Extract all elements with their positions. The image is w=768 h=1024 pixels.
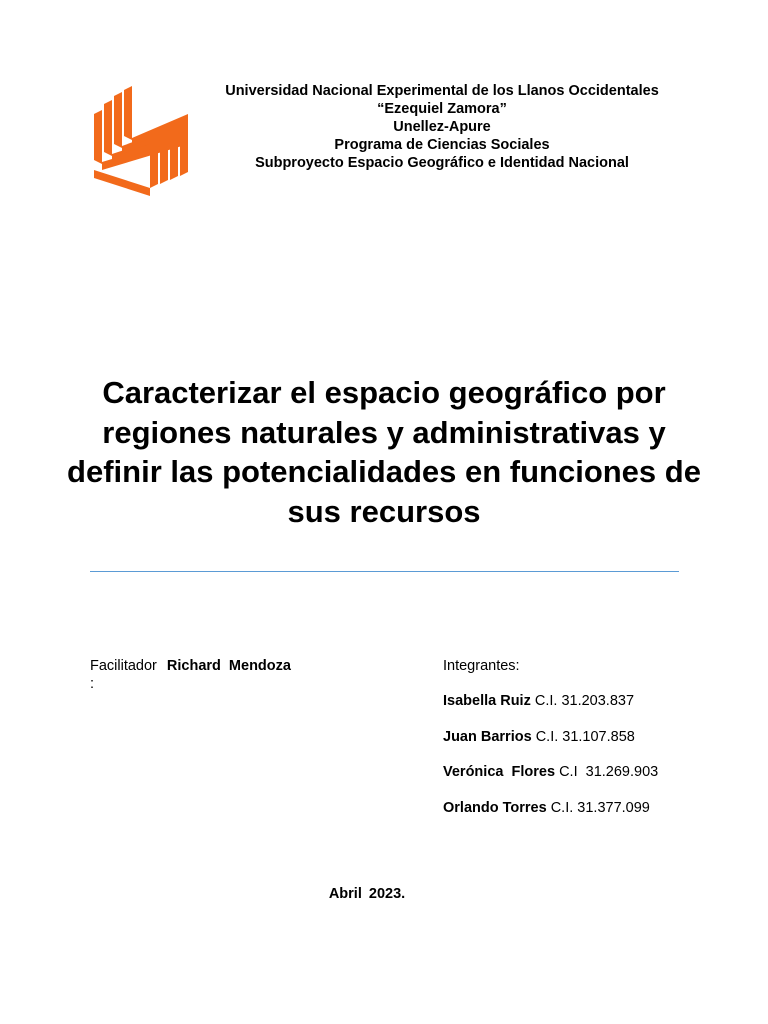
- member-item: [443, 799, 658, 817]
- university-name: Universidad Nacional Experimental de los Llanos Occidentales: [225, 83, 659, 99]
- member-name: Juan Barrios: [443, 728, 532, 745]
- facilitator-block: [90, 657, 291, 693]
- member-id: C.I 31.269.903: [559, 764, 659, 780]
- facilitator-label: Facilitador: [90, 658, 157, 674]
- document-title: Caracterizar el espacio geográfico por regiones naturales y administrativas y definir las potencialidades en funciones de sus recursos: [67, 375, 701, 529]
- program-name: Programa de Ciencias Sociales: [334, 137, 550, 153]
- campus-name: Unellez-Apure: [393, 119, 491, 135]
- member-id: C.I. 31.107.858: [535, 728, 635, 745]
- document-date: Abril 2023.: [328, 886, 406, 902]
- member-item: [443, 692, 658, 710]
- member-item: [443, 763, 658, 781]
- member-name: Isabella Ruiz: [443, 693, 531, 709]
- university-logo: [88, 84, 196, 198]
- members-heading: Integrantes:: [443, 658, 520, 674]
- university-namesake: “Ezequiel Zamora”: [377, 101, 507, 117]
- member-name: Verónica Flores: [443, 764, 556, 780]
- members-block: [443, 657, 658, 834]
- facilitator-name: Richard Mendoza: [166, 658, 291, 674]
- member-name: Orlando Torres: [443, 799, 547, 816]
- subproject-name: Subproyecto Espacio Geográfico e Identidad Nacional: [255, 155, 629, 171]
- member-id: C.I. 31.377.099: [550, 799, 650, 816]
- institution-header: [200, 82, 684, 172]
- facilitator-colon: :: [90, 676, 95, 692]
- member-id: C.I. 31.203.837: [534, 693, 635, 709]
- title-divider: [90, 571, 679, 572]
- member-item: [443, 728, 658, 746]
